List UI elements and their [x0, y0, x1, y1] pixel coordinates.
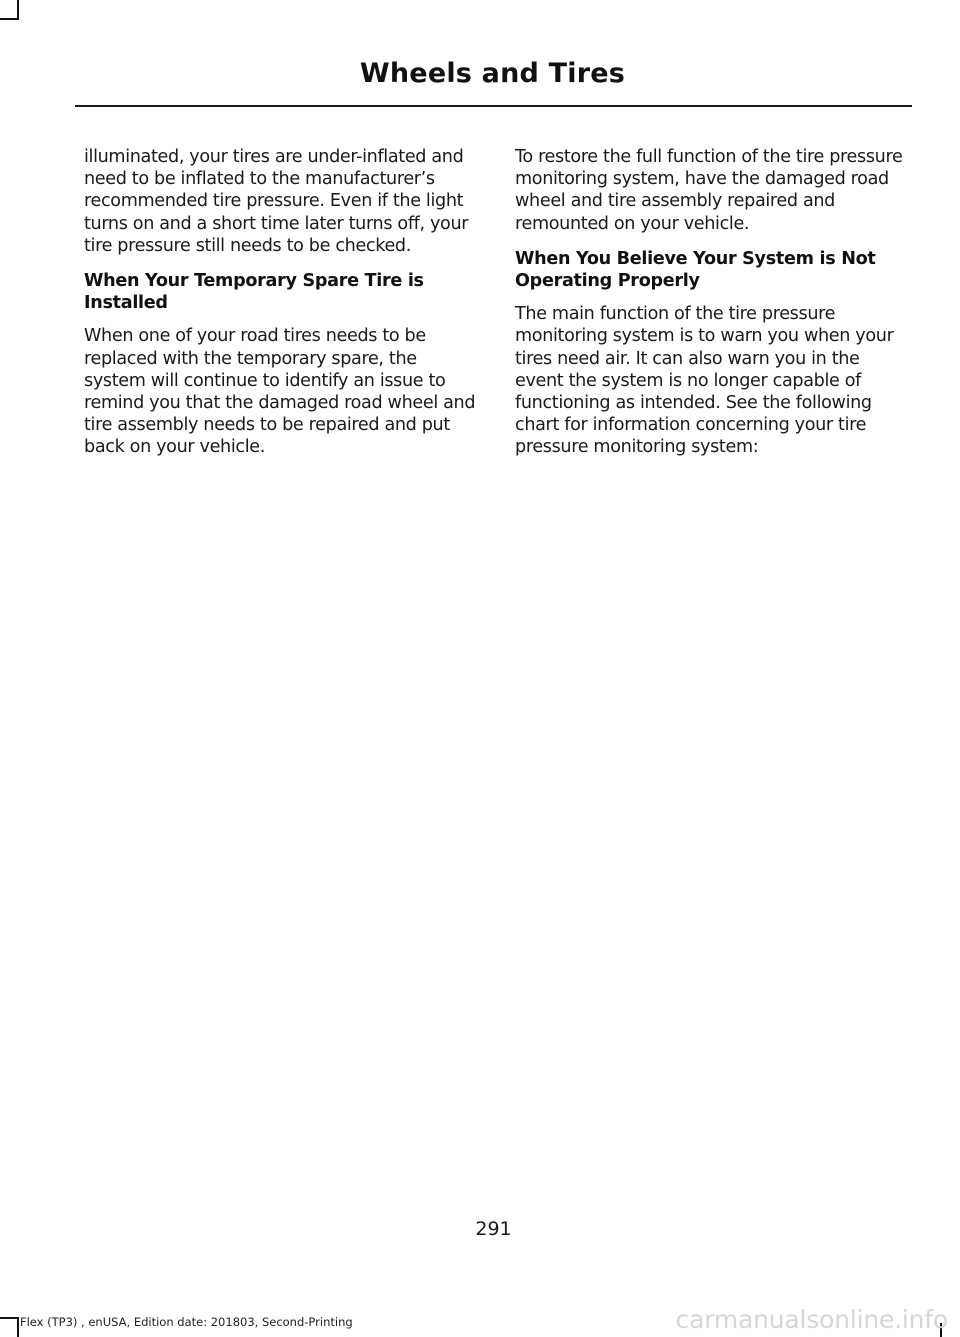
header-divider: [75, 105, 912, 107]
left-column: [84, 146, 480, 472]
page-title: Wheels and Tires: [359, 58, 625, 89]
page-number: 291: [475, 1218, 512, 1240]
crop-mark-bottom-left-vertical: [17, 1317, 19, 1337]
crop-mark-bottom-left-horizontal: [0, 1317, 19, 1319]
edition-footer: Flex (TP3) , enUSA, Edition date: 201803, Second-Printing: [20, 1315, 353, 1329]
watermark-text: carmanualsonline.info: [675, 1305, 948, 1334]
left-heading-temporary-spare: When Your Temporary Spare Tire is Installed: [84, 271, 424, 314]
right-paragraph-1: To restore the full function of the tire pressure monitoring system, have the damaged road wheel and tire assembly repaired and remounted on your vehicle.: [515, 147, 903, 234]
crop-mark-top-left-horizontal: [0, 18, 19, 20]
left-paragraph-2: When one of your road tires needs to be replaced with the temporary spare, the system will continue to identify an issue to remind you that the damaged road wheel and tire assembly needs to be repaired and put back on your vehicle.: [84, 326, 476, 458]
left-paragraph-1: illuminated, your tires are under-inflated and need to be inflated to the manufacturer’s recommended tire pressure. Even if the light turns on and a short time later turns off, your tire pressure still needs to be checked.: [84, 147, 469, 256]
right-column: [515, 146, 911, 472]
right-paragraph-2: The main function of the tire pressure monitoring system is to warn you when your tires need air. It can also warn you in the event the system is no longer capable of functioning as intended. See the following chart for information concerning your tire pressure monitoring system:: [515, 304, 894, 458]
crop-mark-top-left-vertical: [17, 0, 19, 20]
right-heading-system-not-operating: When You Believe Your System is Not Operating Properly: [515, 248, 876, 292]
